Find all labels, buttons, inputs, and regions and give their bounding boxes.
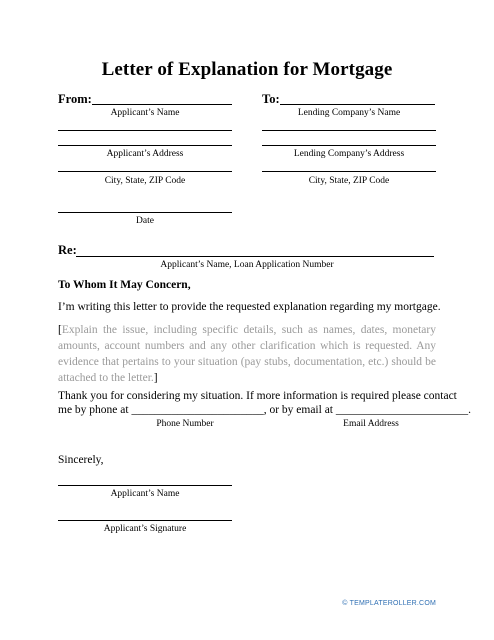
closing-line-2: [58, 404, 471, 416]
placeholder-close-bracket: ]: [153, 372, 158, 384]
signature-line[interactable]: [58, 520, 232, 521]
phone-number-caption: Phone Number: [156, 419, 214, 429]
re-label: Re:: [58, 243, 77, 257]
closing-text-b: , or by email at: [263, 404, 336, 416]
applicant-city-state-zip-line[interactable]: [58, 171, 232, 172]
lending-city-state-zip-line[interactable]: [262, 171, 436, 172]
lending-city-state-zip-caption: City, State, ZIP Code: [308, 176, 390, 186]
lending-company-address-line-2[interactable]: [262, 145, 436, 146]
closing-line-1: Thank you for considering my situation. If more information is required please contact: [58, 390, 457, 402]
closing-text-c: .: [468, 404, 472, 416]
salutation: To Whom It May Concern,: [58, 279, 191, 291]
applicant-address-line-1[interactable]: [58, 130, 232, 131]
closing-text-a: me by phone at: [58, 404, 132, 416]
phone-blank[interactable]: _______________________: [131, 404, 264, 416]
date-caption: Date: [136, 216, 154, 226]
applicant-name-line[interactable]: [92, 104, 232, 105]
from-label: From:: [58, 92, 92, 106]
to-label: To:: [262, 92, 280, 106]
email-address-caption: Email Address: [343, 419, 399, 429]
page-title: Letter of Explanation for Mortgage: [101, 59, 393, 80]
applicant-address-line-2[interactable]: [58, 145, 232, 146]
intro-paragraph: I’m writing this letter to provide the requested explanation regarding my mortgage.: [58, 301, 441, 313]
lending-company-address-caption: Lending Company’s Address: [293, 149, 405, 159]
signature-caption: Applicant’s Signature: [103, 524, 187, 534]
re-line[interactable]: [76, 256, 434, 257]
placeholder-text: Explain the issue, including specific details, such as names, dates, monetary amounts, account numbers and any other clarification which is requested. Any evidence that pertains to your situation (pay stubs, documentation, etc.) should be attached to the letter.: [58, 324, 436, 384]
placeholder-open-bracket: [: [58, 324, 62, 336]
applicant-city-state-zip-caption: City, State, ZIP Code: [104, 176, 186, 186]
sincerely: Sincerely,: [58, 454, 104, 466]
re-caption: Applicant’s Name, Loan Application Number: [160, 260, 334, 270]
templateroller-footer[interactable]: © TEMPLATEROLLER.COM: [342, 600, 436, 607]
explanation-placeholder[interactable]: [58, 322, 436, 386]
sign-name-line[interactable]: [58, 485, 232, 486]
sign-name-caption: Applicant’s Name: [110, 489, 180, 499]
email-blank[interactable]: _______________________: [335, 404, 469, 416]
applicant-address-caption: Applicant’s Address: [106, 149, 184, 159]
lending-company-name-caption: Lending Company’s Name: [297, 108, 401, 118]
lending-company-name-line[interactable]: [280, 104, 435, 105]
date-line[interactable]: [58, 212, 232, 213]
applicant-name-caption: Applicant’s Name: [110, 108, 180, 118]
lending-company-address-line-1[interactable]: [262, 130, 436, 131]
